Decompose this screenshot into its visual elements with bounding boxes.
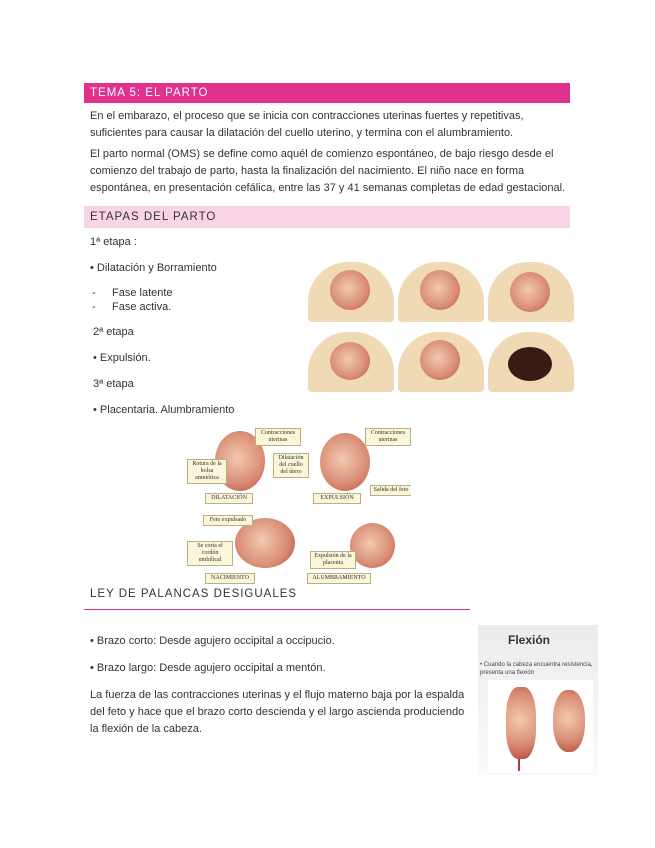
intro-paragraph-1: En el embarazo, el proceso que se inicia con contracciones uterinas fuertes y repetitivas, suficientes para causar la dilatación del cuello uterino, y termina con el alumbramiento.: [90, 110, 524, 139]
fase-latente: Fase latente: [112, 287, 173, 299]
diagram-label: Se corta el cordón umbilical: [187, 541, 233, 566]
etapa-1-item: • Dilatación y Borramiento: [90, 262, 217, 274]
flexion-slide-image: [478, 625, 598, 775]
slide-text: • Cuando la cabeza encuentra resistencia, presenta una flexión: [480, 662, 593, 676]
diagram-label: Rotura de la bolsa amniótica: [187, 459, 227, 484]
etapa-3-item: • Placentaria. Alumbramiento: [93, 404, 235, 416]
fase-activa: Fase activa.: [112, 301, 172, 313]
etapa-2-item: • Expulsión.: [93, 352, 151, 364]
birth-phases-diagram: [185, 423, 411, 590]
birth-stages-image: [308, 262, 576, 395]
etapa-2: 2ª etapa: [93, 326, 134, 338]
brazo-corto: • Brazo corto: Desde agujero occipital a occipucio.: [90, 635, 335, 647]
section-title-tema5: TEMA 5: EL PARTO: [84, 83, 570, 103]
diagram-label: EXPULSIÓN: [313, 493, 361, 504]
intro-paragraph-2: El parto normal (OMS) se define como aquél de comienzo espontáneo, de bajo riesgo desde el comienzo del trabajo de parto, hasta la finalización del nacimiento. El niño nace en forma espontánea, en presentación cefálica, entre las 37 y 41 semanas completas de edad gestacional.: [90, 148, 566, 194]
diagram-label: Dilatación del cuello del útero: [273, 453, 309, 478]
diagram-label: Contracciones uterinas: [365, 428, 411, 446]
etapa-3: 3ª etapa: [93, 378, 134, 390]
diagram-label: DILATACIÓN: [205, 493, 253, 504]
diagram-label: Feto expulsado: [203, 515, 253, 526]
section-heading-etapas: ETAPAS DEL PARTO: [84, 206, 570, 228]
palancas-paragraph: La fuerza de las contracciones uterinas y el flujo materno baja por la espalda del feto y hace que el brazo corto descienda y el largo ascienda produciendo la flexión de la cabeza.: [90, 689, 465, 735]
diagram-label: ALUMBRAMIENTO: [307, 573, 371, 584]
section-heading-palancas: LEY DE PALANCAS DESIGUALES: [90, 588, 298, 600]
dash: -: [92, 287, 96, 299]
dash: -: [92, 301, 96, 313]
diagram-label: Contracciones uterinas: [255, 428, 301, 446]
brazo-largo: • Brazo largo: Desde agujero occipital a mentón.: [90, 662, 326, 674]
slide-title: Flexión: [508, 633, 551, 647]
diagram-label: Expulsión de la placenta: [310, 551, 356, 569]
heading-underline: [84, 609, 470, 610]
diagram-label: NACIMIENTO: [205, 573, 255, 584]
etapa-1: 1ª etapa :: [90, 236, 137, 248]
diagram-label: Salida del feto: [370, 485, 411, 496]
